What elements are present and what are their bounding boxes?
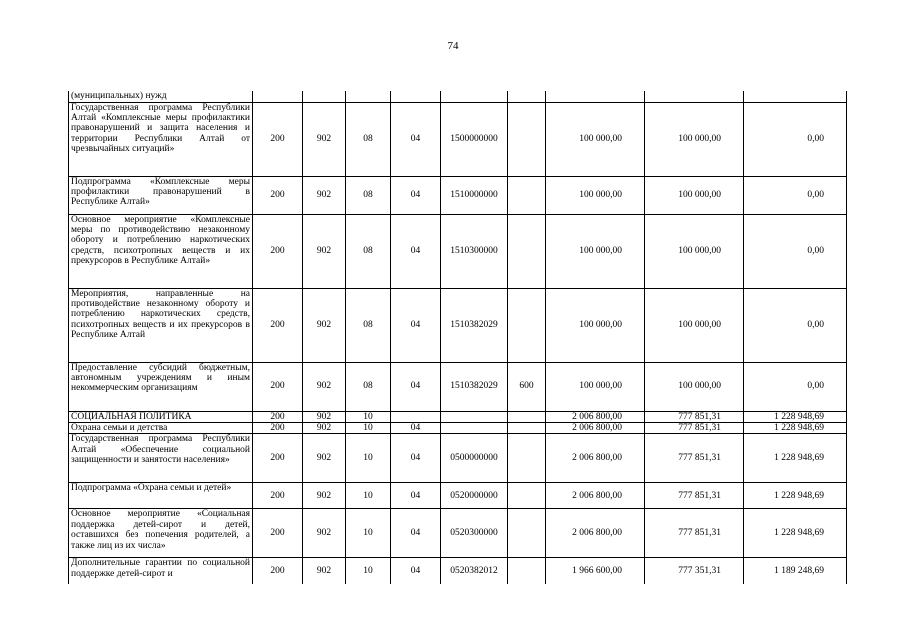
row-amount-second: 777 351,31: [645, 558, 744, 584]
row-department-code: 902: [303, 362, 346, 411]
row-amount-total: 2 006 800,00: [546, 411, 645, 422]
row-amount-total: 2 006 800,00: [546, 434, 645, 483]
table-row: [69, 102, 847, 176]
row-expense-type: [508, 176, 546, 214]
row-subsection-code: [391, 411, 441, 422]
table-row: [69, 422, 847, 433]
page-number: 74: [447, 40, 459, 52]
row-department-code: 902: [303, 214, 346, 288]
table-row: [69, 362, 847, 411]
row-department-code: [303, 91, 346, 102]
row-amount-total: 2 006 800,00: [546, 422, 645, 433]
table-row: [69, 214, 847, 288]
row-amount-second: 100 000,00: [645, 176, 744, 214]
row-amount-second: 777 851,31: [645, 509, 744, 558]
row-amount-total: 100 000,00: [546, 362, 645, 411]
row-target-article: 1500000000: [441, 102, 508, 176]
row-name: СОЦИАЛЬНАЯ ПОЛИТИКА: [69, 411, 253, 422]
row-admin-code: 200: [253, 509, 303, 558]
row-admin-code: 200: [253, 483, 303, 509]
row-admin-code: 200: [253, 288, 303, 362]
row-name: Подпрограмма «Комплексные меры профилактики правонарушений в Республике Алтай»: [69, 176, 253, 214]
row-amount-third: 0,00: [744, 102, 847, 176]
row-subsection-code: [391, 91, 441, 102]
row-amount-third: [744, 91, 847, 102]
row-amount-second: 100 000,00: [645, 102, 744, 176]
row-name: Дополнительные гарантии по социальной поддержке детей-сирот и: [69, 558, 253, 584]
row-section-code: 10: [346, 558, 391, 584]
table-row: [69, 91, 847, 102]
row-admin-code: 200: [253, 411, 303, 422]
row-subsection-code: 04: [391, 422, 441, 433]
row-amount-total: 100 000,00: [546, 102, 645, 176]
row-department-code: 902: [303, 558, 346, 584]
row-department-code: 902: [303, 102, 346, 176]
row-target-article: [441, 91, 508, 102]
row-subsection-code: 04: [391, 483, 441, 509]
row-department-code: 902: [303, 509, 346, 558]
row-section-code: 08: [346, 362, 391, 411]
table-row: [69, 176, 847, 214]
row-amount-third: 1 228 948,69: [744, 509, 847, 558]
row-name: Основное мероприятие «Социальная поддержка детей-сирот и детей, оставшихся без попечения родителей, а также лиц из их числа»: [69, 509, 253, 558]
row-section-code: 08: [346, 288, 391, 362]
row-expense-type: [508, 102, 546, 176]
row-section-code: 08: [346, 214, 391, 288]
row-admin-code: 200: [253, 176, 303, 214]
row-section-code: [346, 91, 391, 102]
row-name: Основное мероприятие «Комплексные меры по противодействию незаконному обороту и потреблению наркотических средств, психотропных веществ и их прекурсоров в Республике Алтай»: [69, 214, 253, 288]
row-section-code: 08: [346, 102, 391, 176]
row-amount-total: 2 006 800,00: [546, 483, 645, 509]
row-target-article: 0520000000: [441, 483, 508, 509]
row-amount-third: 1 189 248,69: [744, 558, 847, 584]
row-subsection-code: 04: [391, 102, 441, 176]
row-department-code: 902: [303, 422, 346, 433]
row-subsection-code: 04: [391, 434, 441, 483]
table-row: [69, 288, 847, 362]
row-expense-type: [508, 288, 546, 362]
row-admin-code: [253, 91, 303, 102]
row-subsection-code: 04: [391, 509, 441, 558]
row-admin-code: 200: [253, 362, 303, 411]
row-amount-third: 1 228 948,69: [744, 434, 847, 483]
row-expense-type: [508, 91, 546, 102]
row-amount-total: 100 000,00: [546, 288, 645, 362]
row-amount-second: [645, 91, 744, 102]
table-row: [69, 558, 847, 584]
row-expense-type: [508, 558, 546, 584]
row-department-code: 902: [303, 483, 346, 509]
row-expense-type: [508, 411, 546, 422]
row-amount-third: 0,00: [744, 362, 847, 411]
row-admin-code: 200: [253, 434, 303, 483]
row-amount-third: 1 228 948,69: [744, 411, 847, 422]
row-subsection-code: 04: [391, 214, 441, 288]
row-target-article: 0520382012: [441, 558, 508, 584]
row-section-code: 10: [346, 411, 391, 422]
row-section-code: 10: [346, 509, 391, 558]
row-amount-total: 2 006 800,00: [546, 509, 645, 558]
row-expense-type: [508, 483, 546, 509]
row-amount-total: 100 000,00: [546, 214, 645, 288]
row-subsection-code: 04: [391, 558, 441, 584]
row-subsection-code: 04: [391, 176, 441, 214]
row-section-code: 10: [346, 483, 391, 509]
row-department-code: 902: [303, 411, 346, 422]
row-department-code: 902: [303, 176, 346, 214]
row-amount-second: 777 851,31: [645, 483, 744, 509]
row-target-article: 1510382029: [441, 362, 508, 411]
row-target-article: 1510382029: [441, 288, 508, 362]
row-amount-total: 100 000,00: [546, 176, 645, 214]
row-amount-third: 1 228 948,69: [744, 422, 847, 433]
row-amount-third: 1 228 948,69: [744, 483, 847, 509]
row-amount-second: 100 000,00: [645, 288, 744, 362]
row-section-code: 10: [346, 434, 391, 483]
row-amount-total: 1 966 600,00: [546, 558, 645, 584]
row-amount-second: 777 851,31: [645, 411, 744, 422]
row-department-code: 902: [303, 434, 346, 483]
row-target-article: 1510000000: [441, 176, 508, 214]
row-expense-type: [508, 422, 546, 433]
row-amount-third: 0,00: [744, 214, 847, 288]
row-expense-type: [508, 434, 546, 483]
row-name: (муниципальных) нужд: [69, 91, 253, 102]
row-name: Мероприятия, направленные на противодействие незаконному обороту и потреблению наркотических средств, психотропных веществ и их прекурсоров в Республике Алтай: [69, 288, 253, 362]
row-amount-second: 777 851,31: [645, 422, 744, 433]
row-amount-second: 777 851,31: [645, 434, 744, 483]
row-name: Охрана семьи и детства: [69, 422, 253, 433]
budget-table: [68, 91, 847, 584]
row-subsection-code: 04: [391, 362, 441, 411]
row-amount-total: [546, 91, 645, 102]
row-name: Подпрограмма «Охрана семьи и детей»: [69, 483, 253, 509]
row-amount-second: 100 000,00: [645, 214, 744, 288]
row-target-article: [441, 422, 508, 433]
row-name: Предоставление субсидий бюджетным, автономным учреждениям и иным некоммерческим организациям: [69, 362, 253, 411]
row-target-article: 1510300000: [441, 214, 508, 288]
row-target-article: 0500000000: [441, 434, 508, 483]
table-row: [69, 483, 847, 509]
row-amount-third: 0,00: [744, 288, 847, 362]
table-row: [69, 509, 847, 558]
row-admin-code: 200: [253, 422, 303, 433]
row-section-code: 08: [346, 176, 391, 214]
row-admin-code: 200: [253, 102, 303, 176]
row-expense-type: [508, 509, 546, 558]
row-admin-code: 200: [253, 558, 303, 584]
row-subsection-code: 04: [391, 288, 441, 362]
table-row: [69, 411, 847, 422]
row-section-code: 10: [346, 422, 391, 433]
row-expense-type: [508, 214, 546, 288]
row-admin-code: 200: [253, 214, 303, 288]
row-expense-type: 600: [508, 362, 546, 411]
row-target-article: 0520300000: [441, 509, 508, 558]
row-amount-second: 100 000,00: [645, 362, 744, 411]
row-department-code: 902: [303, 288, 346, 362]
row-name: Государственная программа Республики Алтай «Комплексные меры профилактики правонарушений и защита населения и территории Республики Алтай от чрезвычайных ситуаций»: [69, 102, 253, 176]
row-target-article: [441, 411, 508, 422]
row-name: Государственная программа Республики Алтай «Обеспечение социальной защищенности и занятости населения»: [69, 434, 253, 483]
table-row: [69, 434, 847, 483]
row-amount-third: 0,00: [744, 176, 847, 214]
